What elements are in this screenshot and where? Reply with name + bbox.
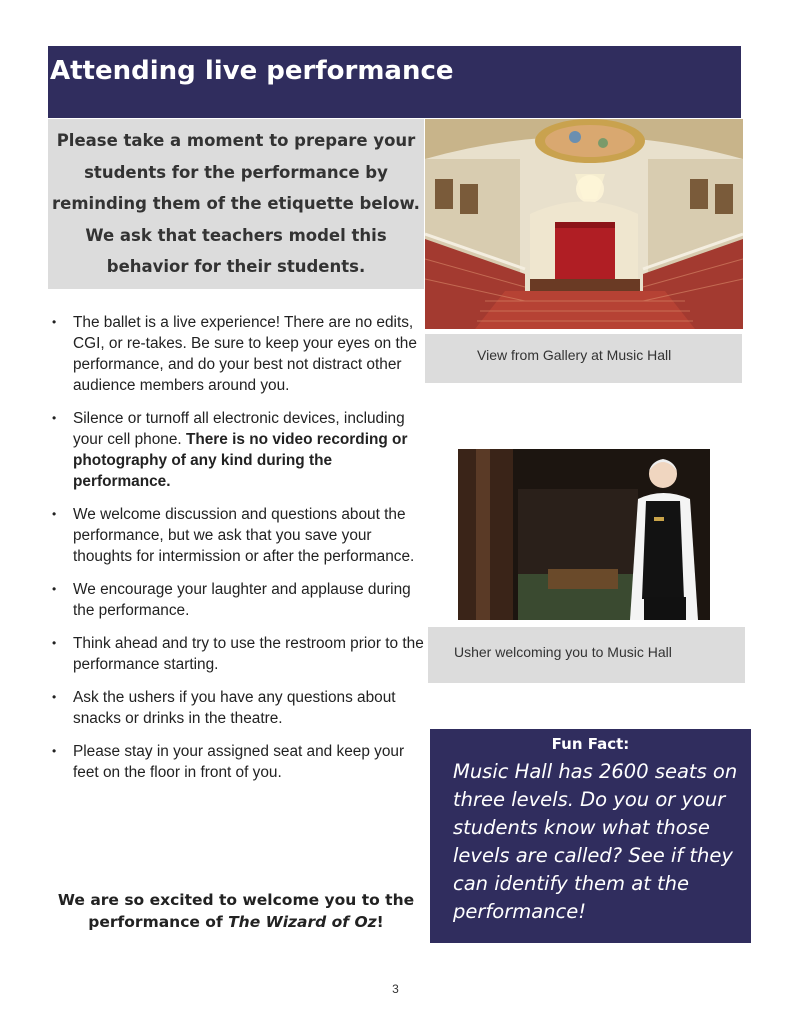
list-item-text: We encourage your laughter and applause during the performance.	[73, 581, 411, 619]
list-item-emphasis: There is no video recording or photography of any kind during the performance.	[73, 431, 408, 490]
list-item-text: The ballet is a live experience! There are no edits, CGI, or re-takes. Be sure to keep your eyes on the performance, and do your best not distract other audience members around you.	[73, 314, 417, 394]
etiquette-list	[48, 312, 424, 795]
list-item	[48, 687, 424, 729]
usher-photo	[458, 449, 710, 620]
fun-fact-title: Fun Fact:	[551, 735, 630, 753]
welcome-message	[48, 889, 424, 933]
bullet: •	[52, 636, 57, 650]
fun-fact-text: Music Hall has 2600 seats on three levels. Do you or your students know what those levels are called? See if they can identify them at the performance!	[453, 760, 738, 923]
list-item-text: We welcome discussion and questions about the performance, but we ask that you save your thoughts for intermission or after the performance.	[73, 506, 415, 565]
usher-photo-caption: Usher welcoming you to Music Hall	[454, 644, 672, 660]
list-item	[48, 579, 424, 621]
list-item-text: Think ahead and try to use the restroom prior to the performance starting.	[73, 635, 424, 673]
title-banner	[48, 46, 741, 118]
page-title: Attending live performance	[50, 56, 454, 86]
fun-fact-box	[430, 729, 751, 943]
music-hall-auditorium-photo	[425, 119, 743, 329]
welcome-end: !	[376, 913, 384, 931]
hall-photo-caption: View from Gallery at Music Hall	[477, 347, 672, 363]
list-item	[48, 741, 424, 783]
list-item	[48, 504, 424, 567]
list-item	[48, 312, 424, 396]
welcome-lead: We are so excited to welcome you to the performance of	[57, 891, 415, 931]
bullet: •	[52, 744, 57, 758]
bullet: •	[52, 690, 57, 704]
intro-callout	[48, 119, 424, 289]
list-item-text: Ask the ushers if you have any questions about snacks or drinks in the theatre.	[73, 689, 396, 727]
bullet: •	[52, 507, 57, 521]
page-number: 3	[392, 982, 399, 996]
list-item	[48, 408, 424, 492]
intro-text: Please take a moment to prepare your students for the performance by reminding them of the etiquette below. We ask that teachers model this behavior for their students.	[52, 131, 420, 277]
show-title: The Wizard of Oz	[228, 913, 377, 931]
list-item-text: Please stay in your assigned seat and keep your feet on the floor in front of you.	[73, 743, 405, 781]
list-item	[48, 633, 424, 675]
bullet: •	[52, 411, 57, 425]
bullet: •	[52, 582, 57, 596]
usher-photo-caption-box	[428, 627, 745, 683]
bullet: •	[52, 315, 57, 329]
hall-photo-caption-box	[425, 334, 742, 383]
list-item-text: Silence or turnoff all electronic devices, including your cell phone.	[73, 410, 405, 448]
